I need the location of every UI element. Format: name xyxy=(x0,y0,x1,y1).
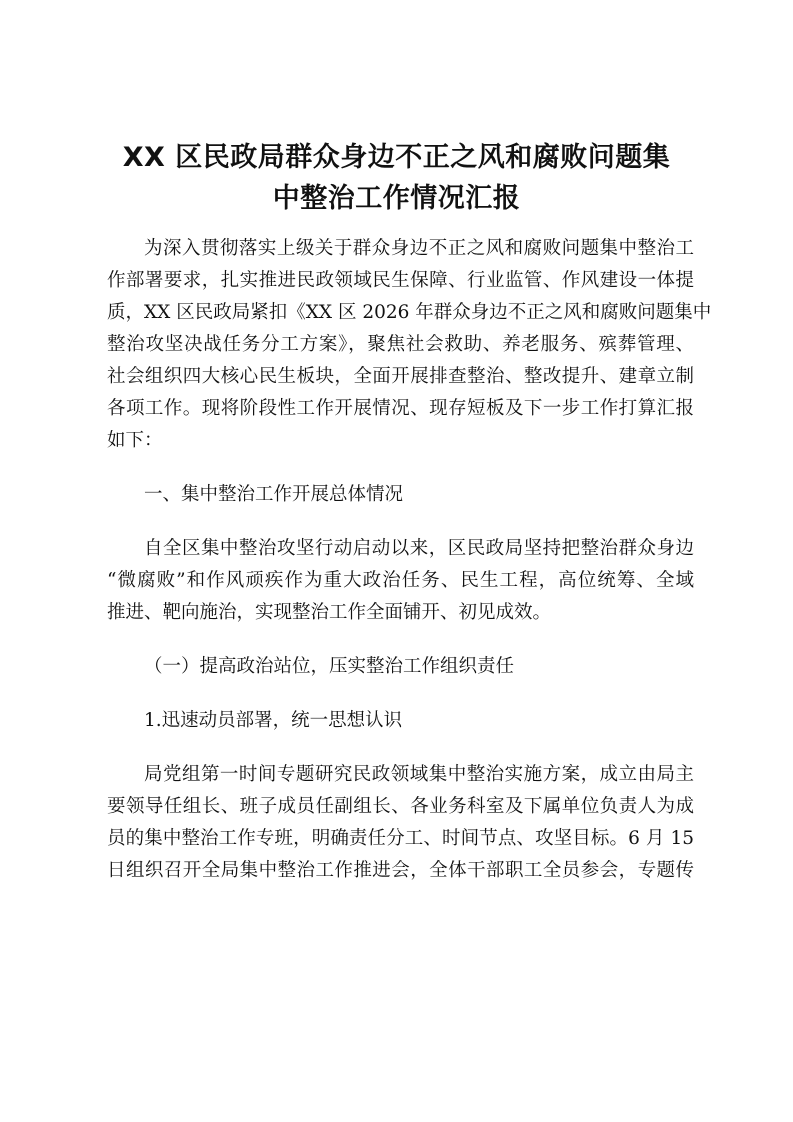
item-1-heading: 1.迅速动员部署，统一思想认识 xyxy=(144,710,403,731)
item-1-line: 要领导任组长、班子成员任副组长、各业务科室及下属单位负责人为成 xyxy=(107,796,694,817)
section-1-line: “微腐败”和作风顽疾作为重大政治任务、民生工程，高位统筹、全域 xyxy=(107,570,694,591)
section-1-heading: 一、集中整治工作开展总体情况 xyxy=(144,484,404,505)
section-1-line: 推进、靶向施治，实现整治工作全面铺开、初见成效。 xyxy=(107,602,552,623)
intro-line: 各项工作。现将阶段性工作开展情况、现存短板及下一步工作打算汇报 xyxy=(107,398,694,419)
intro-line: 为深入贯彻落实上级关于群众身边不正之风和腐败问题集中整治工 xyxy=(144,238,694,259)
intro-paragraph xyxy=(107,233,712,457)
item-1-paragraph xyxy=(107,759,694,887)
subsection-1-heading: （一）提高政治站位，压实整治工作组织责任 xyxy=(144,656,515,677)
document-title xyxy=(100,137,693,219)
intro-line: 社会组织四大核心民生板块，全面开展排查整治、整改提升、建章立制 xyxy=(107,366,694,387)
intro-line: 作部署要求，扎实推进民政领域民生保障、行业监管、作风建设一体提 xyxy=(107,270,694,291)
item-1-line: 局党组第一时间专题研究民政领域集中整治实施方案，成立由局主 xyxy=(144,764,694,785)
document-body xyxy=(107,233,712,887)
item-1-line: 日组织召开全局集中整治工作推进会，全体干部职工全员参会，专题传 xyxy=(107,860,694,881)
intro-line: 如下： xyxy=(107,430,163,451)
section-1-line: 自全区集中整治攻坚行动启动以来，区民政局坚持把整治群众身边 xyxy=(144,538,694,559)
title-line-2: 中整治工作情况汇报 xyxy=(272,183,521,214)
intro-line: 质，XX 区民政局紧扣《XX 区 2026 年群众身边不正之风和腐败问题集中 xyxy=(107,302,712,323)
item-1-line: 员的集中整治工作专班，明确责任分工、时间节点、攻坚目标。6 月 15 xyxy=(107,828,694,849)
intro-line: 整治攻坚决战任务分工方案》，聚焦社会救助、养老服务、殡葬管理、 xyxy=(107,334,694,355)
title-line-1: XX 区民政局群众身边不正之风和腐败问题集 xyxy=(122,142,671,173)
section-1-paragraph xyxy=(107,533,694,629)
